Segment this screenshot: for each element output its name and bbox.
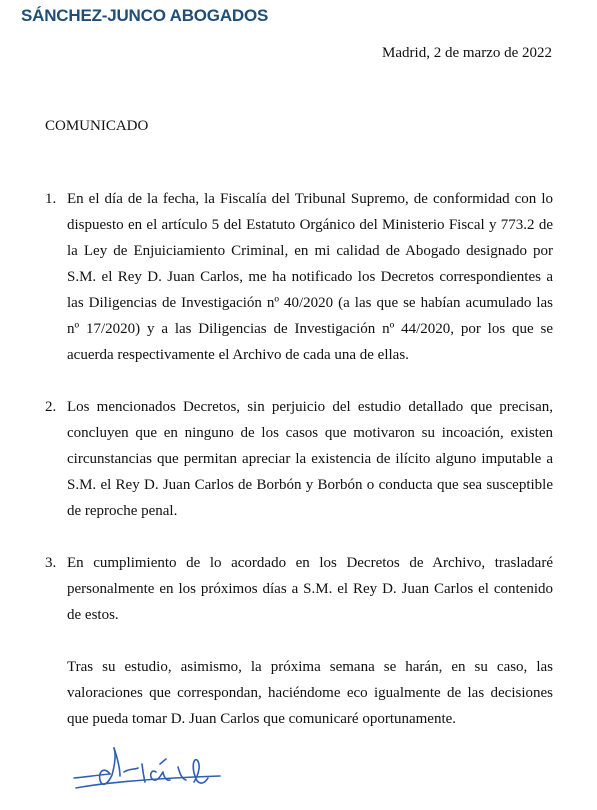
numbered-paragraph-list — [45, 186, 553, 732]
paragraph-2 — [45, 394, 553, 524]
paragraph-number: 1. — [45, 191, 57, 207]
paragraph-3 — [45, 550, 553, 732]
paragraph-text: En el día de la fecha, la Fiscalía del Tribunal Supremo, de conformidad con lo dispuesto en el artículo 5 del Estatuto Orgánico del Ministerio Fiscal y 773.2 de la Ley de Enjuiciamiento Criminal, en mi calidad de Abogado designado por S.M. el Rey D. Juan Carlos, me ha notificado los Decretos correspondientes a las Diligencias de Investigación nº 40/2020 (a las que se habían acumulado las nº 17/2020) y a las Diligencias de Investigación nº 44/2020, por los que se acuerda respectivamente el Archivo de cada una de ellas. — [67, 191, 553, 363]
handwritten-signature — [70, 742, 230, 798]
paragraph-1 — [45, 186, 553, 368]
paragraph-number: 3. — [45, 555, 57, 571]
paragraph-text: En cumplimiento de lo acordado en los Decretos de Archivo, trasladaré personalmente en los próximos días a S.M. el Rey D. Juan Carlos el contenido de estos. — [67, 555, 553, 623]
date-line: Madrid, 2 de marzo de 2022 — [382, 45, 552, 61]
paragraph-number: 2. — [45, 399, 57, 415]
firm-name: SÁNCHEZ-JUNCO ABOGADOS — [21, 6, 269, 25]
document-heading: COMUNICADO — [45, 118, 149, 134]
paragraph-continuation: Tras su estudio, asimismo, la próxima semana se harán, en su caso, las valoraciones que correspondan, haciéndome eco igualmente de las decisiones que pueda tomar D. Juan Carlos que comunicaré oportunamente. — [67, 659, 553, 727]
paragraph-text: Los mencionados Decretos, sin perjuicio del estudio detallado que precisan, concluyen que en ninguno de los casos que motivaron su incoación, existen circunstancias que permitan apreciar la existencia de ilícito alguno imputable a S.M. el Rey D. Juan Carlos de Borbón y Borbón o conducta que sea susceptible de reproche penal. — [67, 399, 553, 519]
